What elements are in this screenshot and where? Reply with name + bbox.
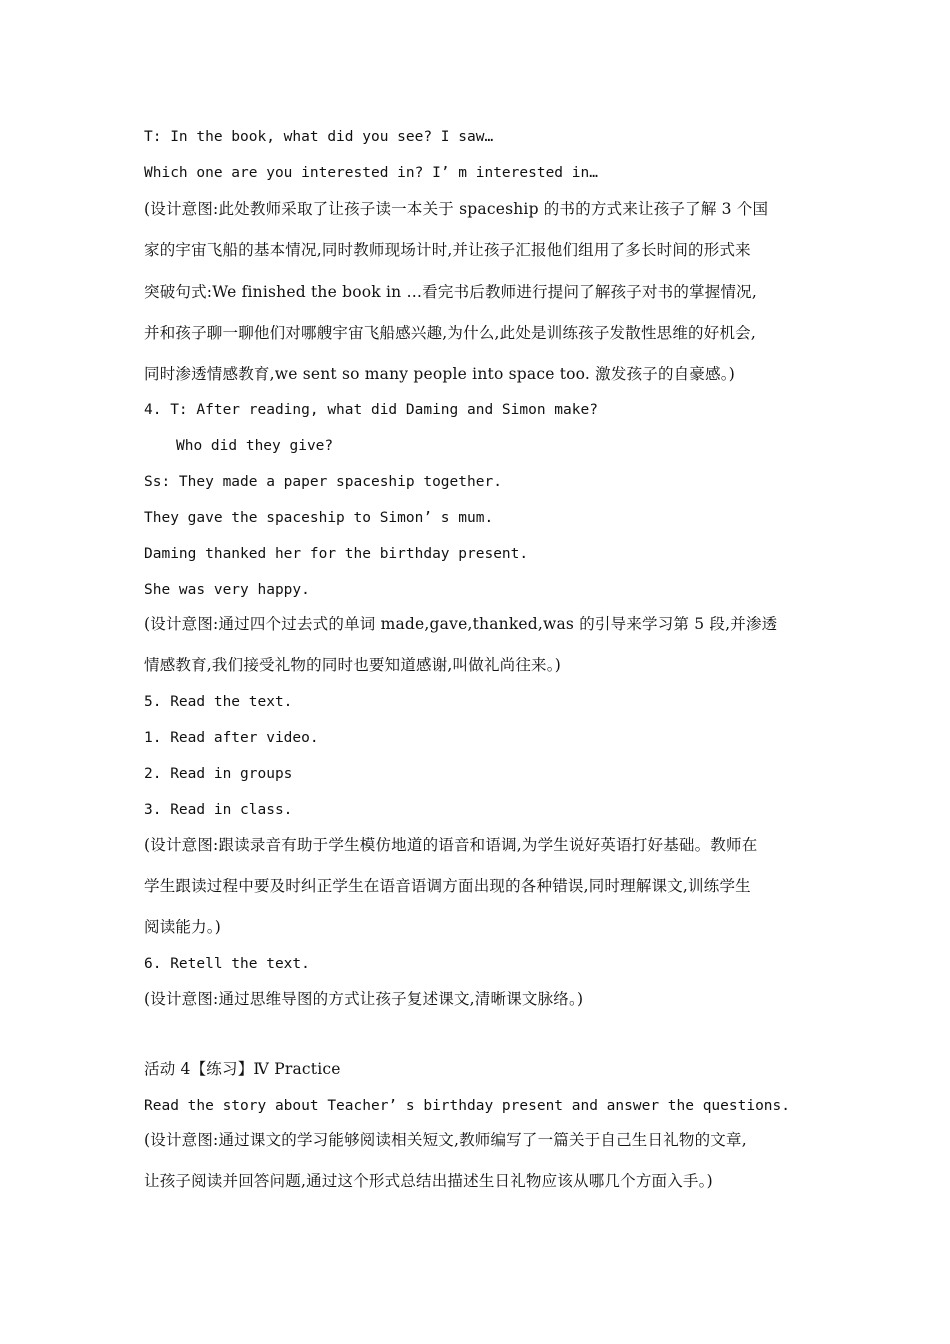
teacher-question-book: T: In the book, what did you see? I saw… bbox=[144, 129, 494, 145]
students-answer-1: Ss: They made a paper spaceship together. bbox=[144, 474, 502, 490]
design-intent-2-line-2: 情感教育,我们接受礼物的同时也要知道感谢,叫做礼尚往来。) bbox=[144, 656, 561, 674]
step-4-subquestion: Who did they give? bbox=[176, 438, 334, 454]
practice-instruction: Read the story about Teacher’ s birthday present and answer the questions. bbox=[144, 1098, 791, 1114]
students-answer-3: Daming thanked her for the birthday present. bbox=[144, 546, 529, 562]
design-intent-1-line-4: 并和孩子聊一聊他们对哪艘宇宙飞船感兴趣,为什么,此处是训练孩子发散性思维的好机会, bbox=[144, 324, 756, 342]
design-intent-4: (设计意图:通过思维导图的方式让孩子复述课文,清晰课文脉络。) bbox=[144, 990, 584, 1008]
step-5-heading: 5. Read the text. bbox=[144, 694, 293, 710]
design-intent-1-line-2: 家的宇宙飞船的基本情况,同时教师现场计时,并让孩子汇报他们组用了多长时间的形式来 bbox=[144, 241, 751, 259]
step-5-item-2: 2. Read in groups bbox=[144, 766, 293, 782]
design-intent-5-line-1: (设计意图:通过课文的学习能够阅读相关短文,教师编写了一篇关于自己生日礼物的文章, bbox=[144, 1131, 747, 1149]
step-4-question: 4. T: After reading, what did Daming and Simon make? bbox=[144, 402, 598, 418]
design-intent-1-line-1: (设计意图:此处教师采取了让孩子读一本关于 spaceship 的书的方式来让孩子了解 3 个国 bbox=[144, 200, 769, 218]
step-6-heading: 6. Retell the text. bbox=[144, 956, 310, 972]
step-5-item-1: 1. Read after video. bbox=[144, 730, 319, 746]
design-intent-1-line-5: 同时渗透情感教育,we sent so many people into space too. 激发孩子的自豪感。) bbox=[144, 365, 735, 383]
students-answer-2: They gave the spaceship to Simon’ s mum. bbox=[144, 510, 494, 526]
design-intent-3-line-1: (设计意图:跟读录音有助于学生模仿地道的语音和语调,为学生说好英语打好基础。教师在 bbox=[144, 836, 758, 854]
design-intent-1-line-3: 突破句式:We finished the book in …看完书后教师进行提问了解孩子对书的掌握情况, bbox=[144, 283, 757, 301]
activity-4-heading: 活动 4【练习】Ⅳ Practice bbox=[144, 1060, 341, 1078]
design-intent-2-line-1: (设计意图:通过四个过去式的单词 made,gave,thanked,was 的引导来学习第 5 段,并渗透 bbox=[144, 615, 778, 633]
students-answer-4: She was very happy. bbox=[144, 582, 310, 598]
design-intent-5-line-2: 让孩子阅读并回答问题,通过这个形式总结出描述生日礼物应该从哪几个方面入手。) bbox=[144, 1172, 713, 1190]
design-intent-3-line-2: 学生跟读过程中要及时纠正学生在语音语调方面出现的各种错误,同时理解课文,训练学生 bbox=[144, 877, 751, 895]
step-5-item-3: 3. Read in class. bbox=[144, 802, 293, 818]
teacher-question-interested: Which one are you interested in? I’ m interested in… bbox=[144, 165, 598, 181]
design-intent-3-line-3: 阅读能力。) bbox=[144, 918, 221, 936]
